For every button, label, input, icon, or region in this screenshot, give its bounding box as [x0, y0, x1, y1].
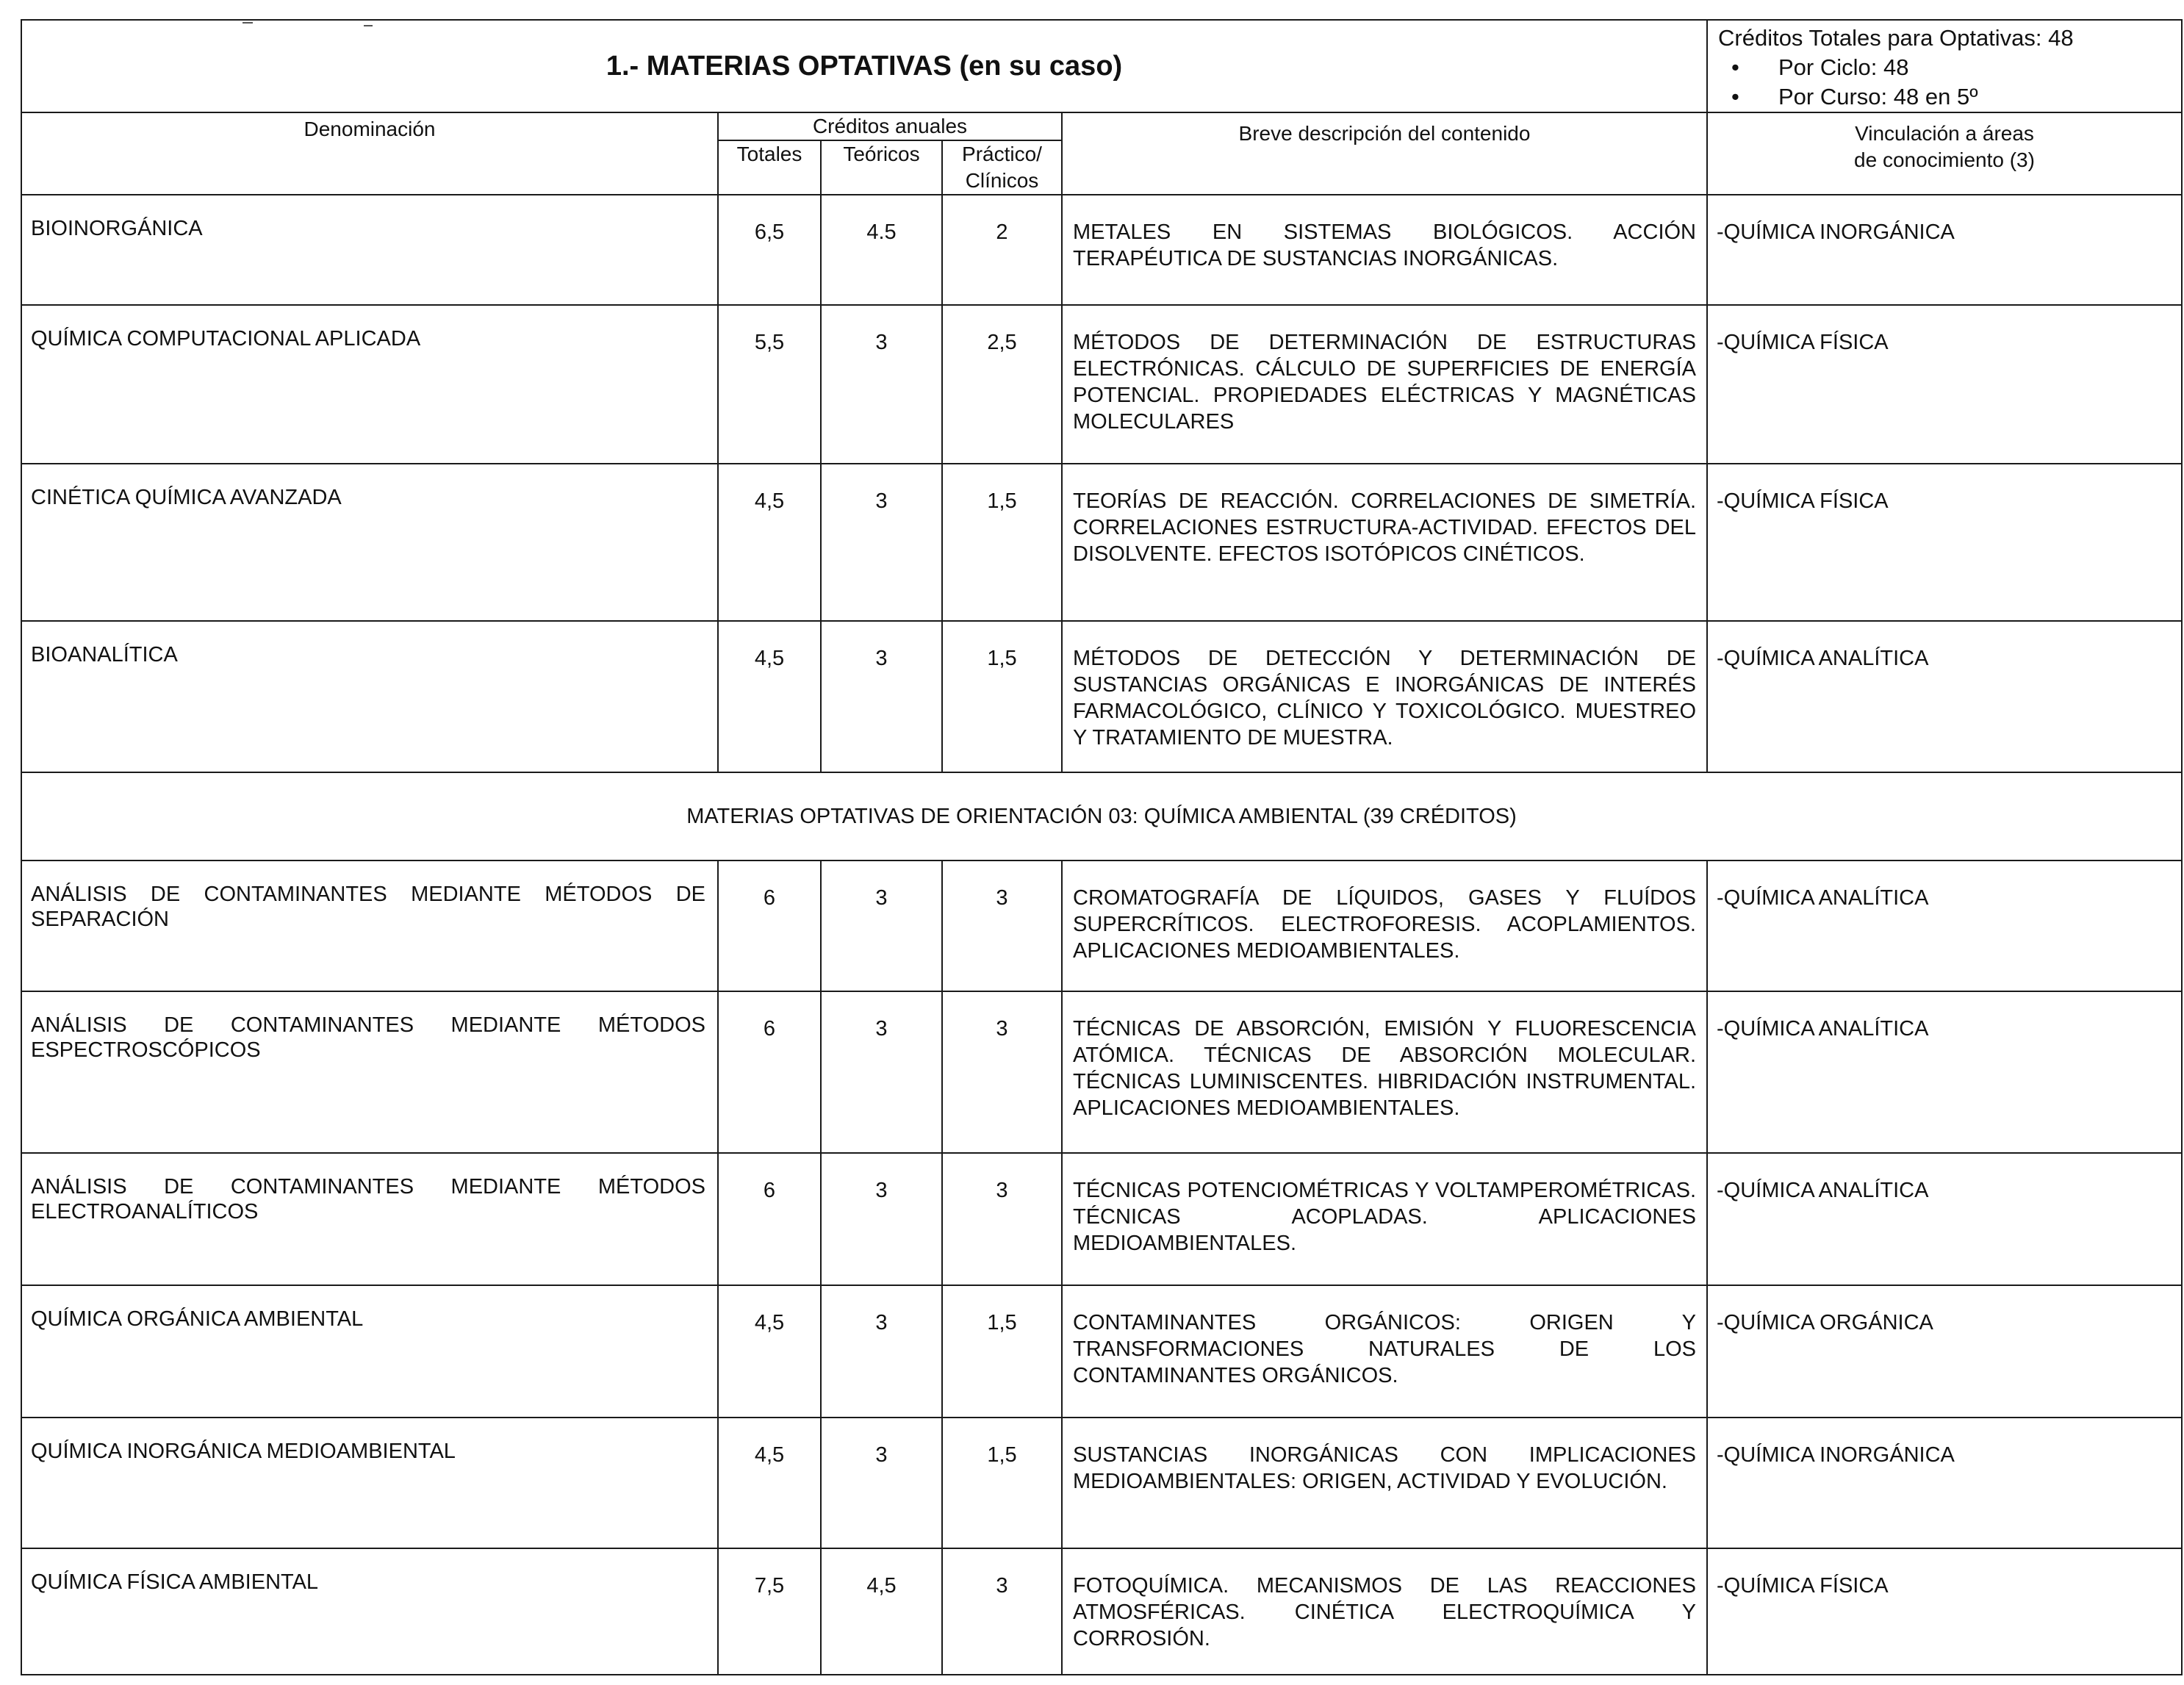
credits-practicos: 3 [942, 1153, 1062, 1285]
credits-summary-box [1707, 20, 2182, 112]
subject-description: SUSTANCIAS INORGÁNICAS CON IMPLICACIONES MEDIOAMBIENTALES: ORIGEN, ACTIVIDAD Y EVOLUCIÓN. [1062, 1418, 1707, 1548]
table-row [21, 991, 2182, 1153]
credits-totales: 6 [718, 1153, 821, 1285]
credits-practicos: 1,5 [942, 464, 1062, 621]
credits-teoricos: 3 [821, 861, 942, 991]
knowledge-area: -QUÍMICA ANALÍTICA [1707, 621, 2182, 772]
table-row [21, 1285, 2182, 1418]
credits-teoricos: 3 [821, 621, 942, 772]
knowledge-area: -QUÍMICA FÍSICA [1707, 464, 2182, 621]
header-totales: Totales [718, 140, 821, 195]
credits-totales: 4,5 [718, 1285, 821, 1418]
credits-totales: 4,5 [718, 1418, 821, 1548]
header-practicos-line1: Práctico/ [962, 143, 1042, 165]
table-row [21, 861, 2182, 991]
credits-teoricos: 3 [821, 1418, 942, 1548]
subject-description: CONTAMINANTES ORGÁNICOS: ORIGEN Y TRANSFORMACIONES NATURALES DE LOS CONTAMINANTES ORGÁNICOS. [1062, 1285, 1707, 1418]
credits-teoricos: 4,5 [821, 1548, 942, 1675]
subject-name: BIOINORGÁNICA [21, 195, 718, 305]
subject-description: FOTOQUÍMICA. MECANISMOS DE LAS REACCIONES ATMOSFÉRICAS. CINÉTICA ELECTROQUÍMICA Y CORROSIÓN. [1062, 1548, 1707, 1675]
knowledge-area: -QUÍMICA ORGÁNICA [1707, 1285, 2182, 1418]
credits-teoricos: 3 [821, 1285, 942, 1418]
knowledge-area: -QUÍMICA ANALÍTICA [1707, 1153, 2182, 1285]
table-row [21, 195, 2182, 305]
subject-name: QUÍMICA FÍSICA AMBIENTAL [21, 1548, 718, 1675]
subject-description: TÉCNICAS POTENCIOMÉTRICAS Y VOLTAMPEROMÉTRICAS. TÉCNICAS ACOPLADAS. APLICACIONES MEDIOAMBIENTALES. [1062, 1153, 1707, 1285]
knowledge-area: -QUÍMICA INORGÁNICA [1707, 195, 2182, 305]
subject-name: ANÁLISIS DE CONTAMINANTES MEDIANTE MÉTODOS DE SEPARACIÓN [21, 861, 718, 991]
credits-totales: 6,5 [718, 195, 821, 305]
subject-description: MÉTODOS DE DETERMINACIÓN DE ESTRUCTURAS ELECTRÓNICAS. CÁLCULO DE SUPERFICIES DE ENERGÍA POTENCIAL. PROPIEDADES ELÉCTRICAS Y MAGNÉTICAS MOLECULARES [1062, 305, 1707, 464]
subject-name: ANÁLISIS DE CONTAMINANTES MEDIANTE MÉTODOS ELECTROANALÍTICOS [21, 1153, 718, 1285]
credits-practicos: 2 [942, 195, 1062, 305]
credits-teoricos: 3 [821, 991, 942, 1153]
credits-practicos: 1,5 [942, 1285, 1062, 1418]
credits-teoricos: 3 [821, 305, 942, 464]
subject-description: TEORÍAS DE REACCIÓN. CORRELACIONES DE SIMETRÍA. CORRELACIONES ESTRUCTURA-ACTIVIDAD. EFECTOS DEL DISOLVENTE. EFECTOS ISOTÓPICOS CINÉTICOS. [1062, 464, 1707, 621]
credits-totales: 6 [718, 861, 821, 991]
materias-optativas-table [21, 19, 2183, 1675]
credits-totales: 4,5 [718, 621, 821, 772]
header-practicos [942, 140, 1062, 195]
knowledge-area: -QUÍMICA INORGÁNICA [1707, 1418, 2182, 1548]
subject-name: CINÉTICA QUÍMICA AVANZADA [21, 464, 718, 621]
header-teoricos: Teóricos [821, 140, 942, 195]
subject-name: QUÍMICA COMPUTACIONAL APLICADA [21, 305, 718, 464]
table-row [21, 621, 2182, 772]
subject-name: QUÍMICA ORGÁNICA AMBIENTAL [21, 1285, 718, 1418]
table-row [21, 1548, 2182, 1675]
subject-description: CROMATOGRAFÍA DE LÍQUIDOS, GASES Y FLUÍDOS SUPERCRÍTICOS. ELECTROFORESIS. ACOPLAMIENTOS. APLICACIONES MEDIOAMBIENTALES. [1062, 861, 1707, 991]
knowledge-area: -QUÍMICA ANALÍTICA [1707, 991, 2182, 1153]
header-practicos-line2: Clínicos [965, 169, 1039, 192]
credits-teoricos: 3 [821, 464, 942, 621]
credits-practicos: 1,5 [942, 1418, 1062, 1548]
credits-totales: 5,5 [718, 305, 821, 464]
credits-por-ciclo: • Por Ciclo: 48 [1718, 53, 2171, 82]
knowledge-area: -QUÍMICA FÍSICA [1707, 1548, 2182, 1675]
table-row [21, 1153, 2182, 1285]
table-row [21, 305, 2182, 464]
section-row [21, 772, 2182, 861]
subject-name: ANÁLISIS DE CONTAMINANTES MEDIANTE MÉTODOS ESPECTROSCÓPICOS [21, 991, 718, 1153]
subject-description: MÉTODOS DE DETECCIÓN Y DETERMINACIÓN DE SUSTANCIAS ORGÁNICAS E INORGÁNICAS DE INTERÉS FARMACOLÓGICO, CLÍNICO Y TOXICOLÓGICO. MUESTREO Y TRATAMIENTO DE MUESTRA. [1062, 621, 1707, 772]
credits-practicos: 3 [942, 861, 1062, 991]
knowledge-area: -QUÍMICA ANALÍTICA [1707, 861, 2182, 991]
header-creditos-anuales: Créditos anuales [718, 112, 1062, 140]
credits-teoricos: 4.5 [821, 195, 942, 305]
subject-description: TÉCNICAS DE ABSORCIÓN, EMISIÓN Y FLUORESCENCIA ATÓMICA. TÉCNICAS DE ABSORCIÓN MOLECULAR. TÉCNICAS LUMINISCENTES. HIBRIDACIÓN INSTRUMENTAL. APLICACIONES MEDIOAMBIENTALES. [1062, 991, 1707, 1153]
credits-practicos: 3 [942, 1548, 1062, 1675]
credits-total: Créditos Totales para Optativas: 48 [1718, 25, 2074, 51]
page-title: 1.- MATERIAS OPTATIVAS (en su caso) [21, 20, 1707, 112]
table-row [21, 1418, 2182, 1548]
subject-name: BIOANALÍTICA [21, 621, 718, 772]
credits-totales: 6 [718, 991, 821, 1153]
subject-name: QUÍMICA INORGÁNICA MEDIOAMBIENTAL [21, 1418, 718, 1548]
header-vinculacion [1707, 112, 2182, 195]
header-denominacion: Denominación [21, 112, 718, 195]
table-row [21, 464, 2182, 621]
credits-practicos: 3 [942, 991, 1062, 1153]
credits-totales: 4,5 [718, 464, 821, 621]
optativas-sheet [21, 19, 2181, 1675]
title-row [21, 20, 2182, 112]
header-row-1 [21, 112, 2182, 140]
header-vinculacion-line1: Vinculación a áreas [1855, 122, 2034, 145]
header-descripcion: Breve descripción del contenido [1062, 112, 1707, 195]
credits-practicos: 2,5 [942, 305, 1062, 464]
credits-totales: 7,5 [718, 1548, 821, 1675]
credits-teoricos: 3 [821, 1153, 942, 1285]
knowledge-area: -QUÍMICA FÍSICA [1707, 305, 2182, 464]
credits-por-curso: • Por Curso: 48 en 5º [1718, 82, 2171, 112]
credits-practicos: 1,5 [942, 621, 1062, 772]
header-vinculacion-line2: de conocimiento (3) [1854, 148, 2035, 171]
subject-description: METALES EN SISTEMAS BIOLÓGICOS. ACCIÓN TERAPÉUTICA DE SUSTANCIAS INORGÁNICAS. [1062, 195, 1707, 305]
section-heading: MATERIAS OPTATIVAS DE ORIENTACIÓN 03: QUÍMICA AMBIENTAL (39 CRÉDITOS) [21, 772, 2182, 861]
